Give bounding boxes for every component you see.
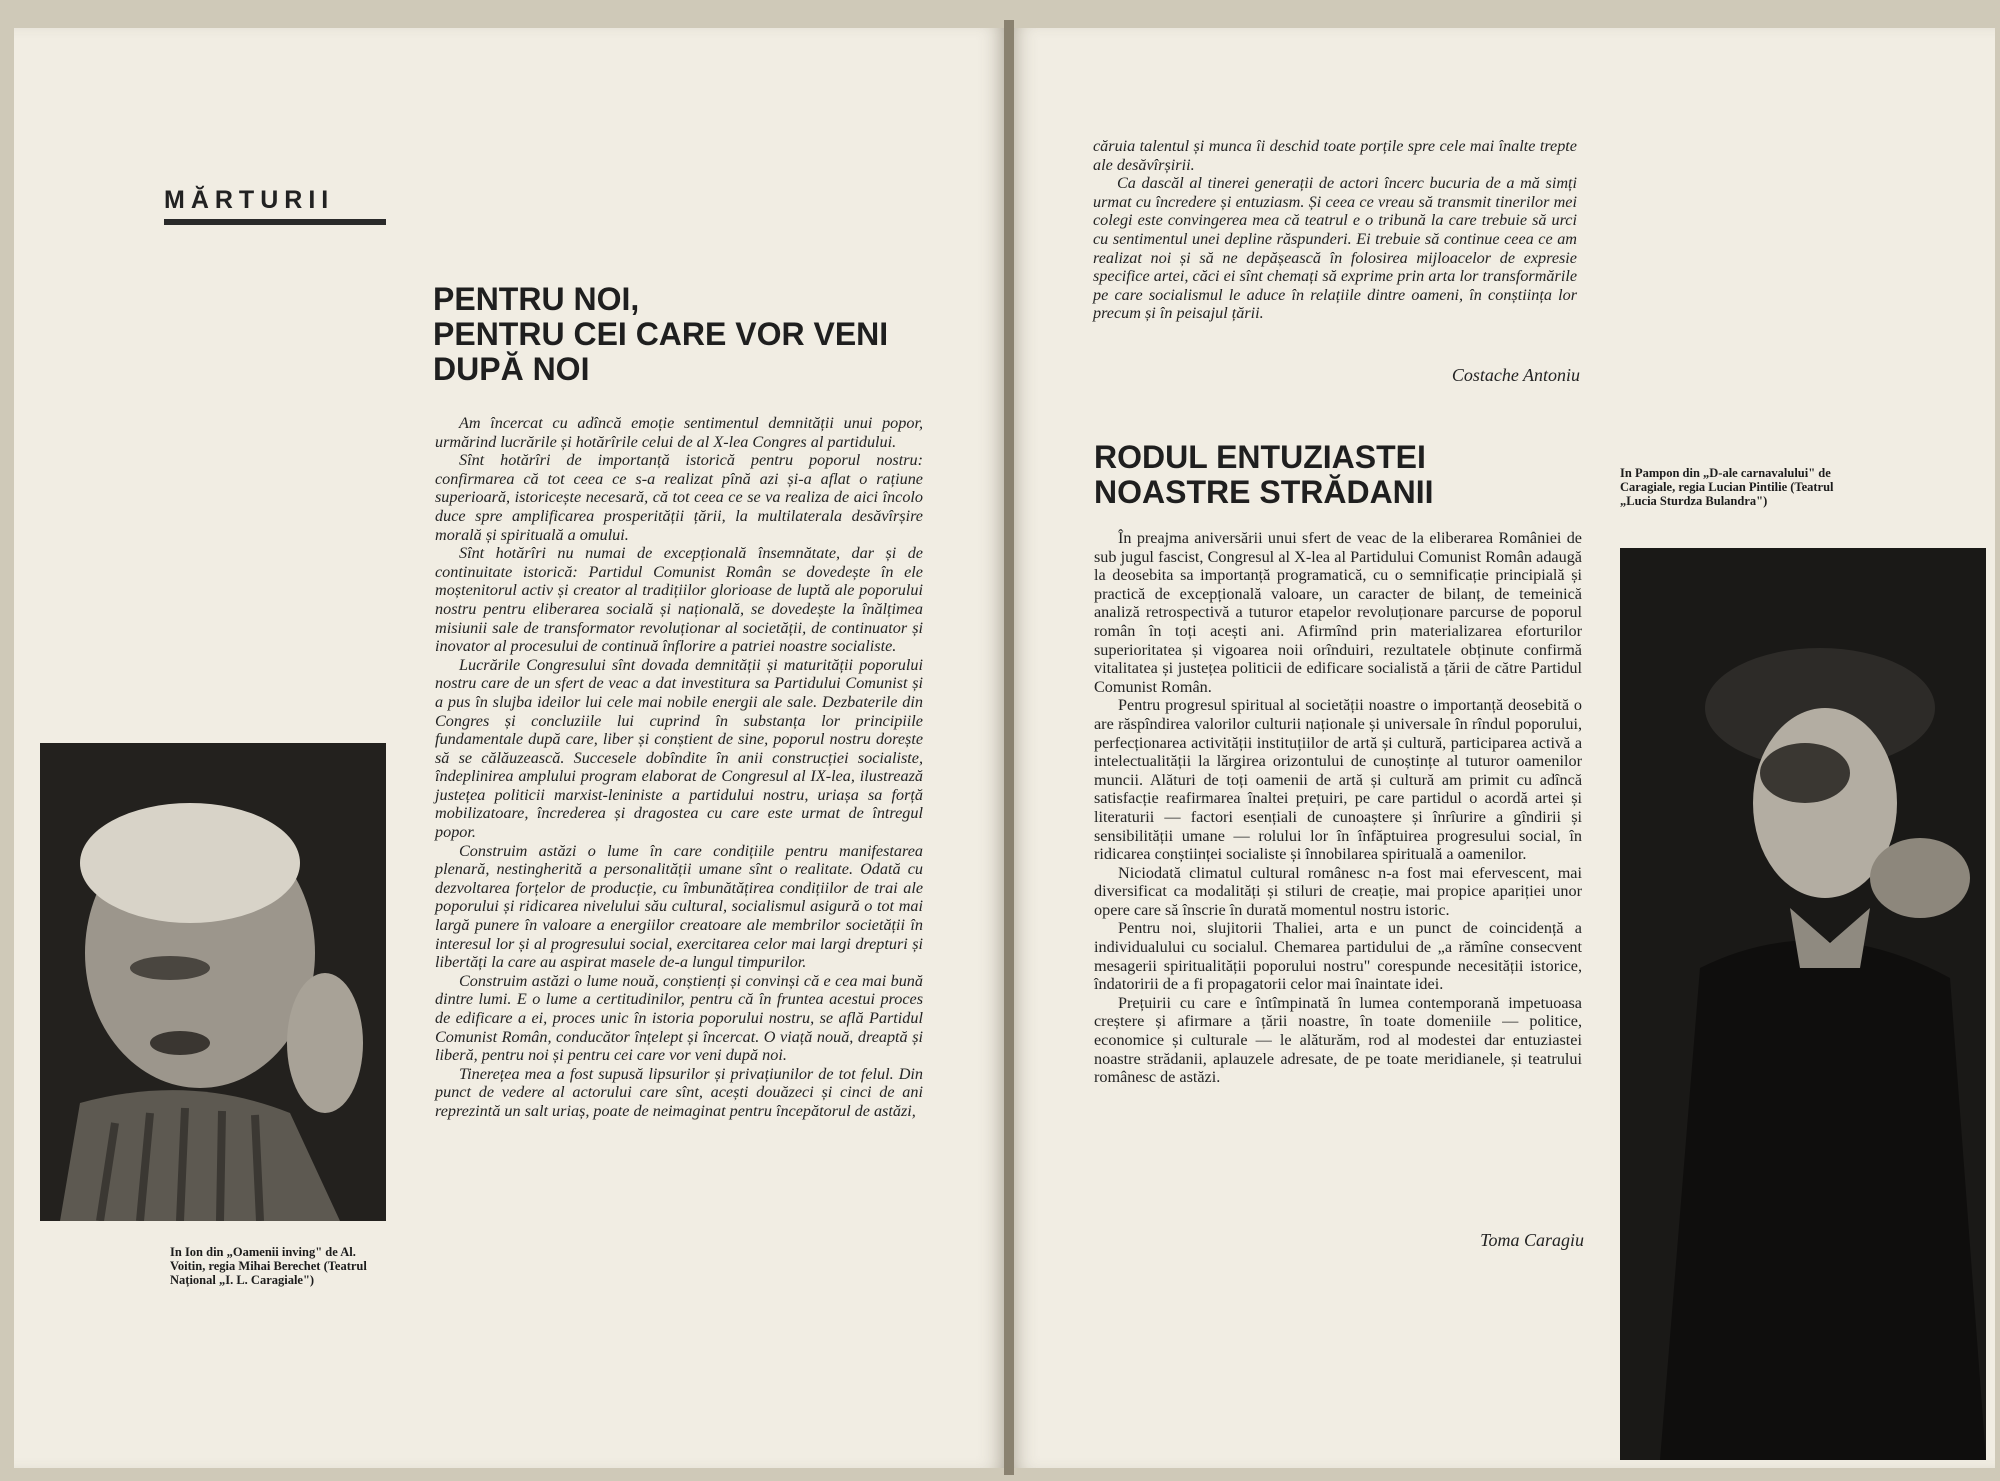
caption-left: In Ion din „Oamenii inving" de Al. Voitin, regia Mihai Berechet (Teatrul Național „I. L. Caragiale") (170, 1245, 367, 1287)
portrait-illustration (40, 743, 386, 1221)
headline-line: PENTRU NOI, (433, 281, 640, 317)
actor-illustration (1620, 548, 1986, 1460)
actor-photo-icon (1620, 548, 1986, 1460)
paragraph: În preajma aniversării unui sfert de veac de la eliberarea României de sub jugul fascist, Congresul al X-lea al Partidului Comunist Român adaugă la deosebita sa importanță programatică, cu o semnificație principială și practică de excepțională valoare, un caracter de bilanț, de temeinică analiză retrospectivă a tuturor etapelor revoluționare parcurse de poporul român în toți acești ani. Afirmînd prin materializarea eforturilor superioritatea și vigoarea noii orînduiri, rezultatele obținute confirmă vitalitatea și justețea politicii de edificare socialistă a țării de către Partidul Comunist Român. (1094, 529, 1582, 696)
headline-line: NOASTRE STRĂDANII (1094, 474, 1434, 510)
paragraph: Construim astăzi o lume nouă, conștienți și convinși că e cea mai bună dintre lumi. E o lume a certitudinilor, pentru că în fruntea acestui proces de edificare a ei, proces unic în istoria poporului nostru, se află Partidul Comunist Român, conducător înțelept și încercat. O viață nouă, dreaptă și liberă, pentru noi și pentru cei care vor veni după noi. (435, 971, 923, 1065)
headline-line: DUPĂ NOI (433, 351, 590, 387)
paragraph: Am încercat cu adîncă emoție sentimentul demnității unui popor, urmărind lucrările și hotărîrile celui de al X-lea Congres al partidului. (435, 414, 923, 451)
paragraph: Lucrările Congresului sînt dovada demnității și maturității poporului nostru care de un sfert de veac a dat investitura sa Partidului Comunist și a pus în slujba ideilor lui cele mai nobile energii ale sale. Dezbaterile din Congres și concluziile lui cuprind în substanța lor principiile fundamentale după care, liber și conștient de sine, poporul nostru dorește să se călăuzească. Succesele dobîndite în anii construcției socialiste, îndeplinirea amplului program elaborat de Congresul al IX-lea, ilustrează justețea politicii marxist-leniniste a partidului nostru, uriașa sa forță mobilizatoare, încrederea și dragostea cu care este urmat de întregul popor. (435, 655, 923, 842)
paragraph: Niciodată climatul cultural românesc n-a fost mai efervescent, mai diversificat ca modalități și stiluri de creație, mai propice apariției unor opere care să înscrie în durată momentul nostru istoric. (1094, 863, 1582, 919)
paragraph: căruia talentul și munca îi deschid toate porțile spre cele mai înalte trepte ale desăvîrșirii. (1093, 137, 1577, 174)
portrait-photo-icon (40, 743, 386, 1221)
signature-costache-antoniu: Costache Antoniu (1451, 365, 1580, 385)
paragraph: Sînt hotărîri nu numai de excepțională însemnătate, dar și de continuitate istorică: Partidul Comunist Român se dovedește în ele moștenitorul activ și creator al tradițiilor glorioase de luptă ale poporului nostru pentru eliberarea socială și națională, se dovedește la înălțimea misiunii sale de transformator revoluționar al societății, de continuator și inovator al procesului de continuă înflorire a patriei noastre socialiste. (435, 544, 923, 656)
section-rule (164, 219, 386, 225)
paragraph: Prețuirii cu care e întîmpinată în lumea contemporană impetuoasa creștere și afirmare a țării noastre, în toate domeniile — politice, economice și culturale — le alăturăm, rod al modestei dar entuziastei noastre strădanii, aplauzele adresate, de pe toate meridianele, și teatrului românesc de astăzi. (1094, 993, 1582, 1087)
headline-line: RODUL ENTUZIASTEI (1094, 439, 1426, 475)
paragraph: Construim astăzi o lume în care condițiile pentru manifestarea plenară, nestingherită a personalității umane sînt o realitate. Odată cu dezvoltarea forțelor de producție, cu îmbunătățirea condițiilor de trai ale poporului și ridicarea nivelului său cultural, socialismul asigură o tot mai largă punere în valoare a energiilor creatoare ale membrilor societății în interesul lor și al progresului social, exercitarea celor mai largi drepturi și libertăți la care au aspirat masele de-a lungul timpurilor. (435, 841, 923, 972)
section-label: MĂRTURII (164, 186, 335, 214)
headline-right (1094, 440, 1534, 510)
paragraph: Sînt hotărîri de importanță istorică pentru poporul nostru: confirmarea că tot ceea ce s-a realizat pînă azi și-a aflat o rațiune superioară, istoricește necesară, că tot ceea ce se va realiza de aici încolo duce spre amplificarea prosperității țării, la multilaterala desăvîrșire morală și spirituală a omului. (435, 451, 923, 544)
paragraph: Ca dascăl al tinerei generații de actori încerc bucuria de a mă simți urmat cu încredere și entuziasm. Și ceea ce vreau să transmit tinerilor mei colegi este convingerea mea că teatrul e o tribună la care trebuie să urci cu sentimentul unei depline răspunderi. Ei trebuie să continue ceea ce am realizat noi și să ne depășească în folosirea mijloacelor de expresie specifice artei, căci ei sînt chemați să exprime prin arta lor transformările pe care socialismul le aduce în relațiile dintre oameni, în conștiința lor precum și în peisajul țării. (1093, 174, 1577, 323)
headline-line: PENTRU CEI CARE VOR VENI (433, 316, 889, 352)
article-left-continuation (1093, 137, 1577, 323)
signature-toma-caragiu: Toma Caragiu (1480, 1230, 1584, 1250)
caption-right: In Pampon din „D-ale carnavalului" de Caragiale, regia Lucian Pintilie (Teatrul „Lucia Sturdza Bulandra") (1620, 466, 1834, 508)
article-right-body (1094, 529, 1582, 1087)
paragraph: Pentru progresul spiritual al societății noastre o importanță deosebită o are răspîndirea valorilor culturii naționale și universale în rîndul poporului, perfecționarea activității instituțiilor de artă și cultură, participarea activă a intelectualității la lărgirea orizontului de cunoștințe al tuturor oamenilor muncii. Alături de toți oamenii de artă și cultură am primit cu adîncă satisfacție reafirmarea înaltei prețuiri, pe care partidul o acordă artei și literaturii — factori esențiali de cunoaștere și înrîurire a gîndirii și sensibilității umane — rolului lor în înfăptuirea progresului social, în ridicarea conștiinței socialiste și înnobilarea spirituală a oamenilor. (1094, 696, 1582, 864)
paragraph: Tinerețea mea a fost supusă lipsurilor și privațiunilor de tot felul. Din punct de vedere al actorului care sînt, acești douăzeci și cinci de ani reprezintă un salt uriaș, poate de neimaginat pentru începătorul de astăzi, (435, 1064, 923, 1120)
article-left-body (435, 414, 923, 1121)
headline-left (433, 282, 933, 387)
paragraph: Pentru noi, slujitorii Thaliei, arta e un punct de coincidență a individualului cu socialul. Chemarea partidului de „a rămîne consecvent mesagerii spiritualității poporului nostru" corespunde necesității istorice, îndatoririi de a fi propagatorii celor mai înaintate idei. (1094, 919, 1582, 994)
book-gutter (1004, 20, 1014, 1475)
